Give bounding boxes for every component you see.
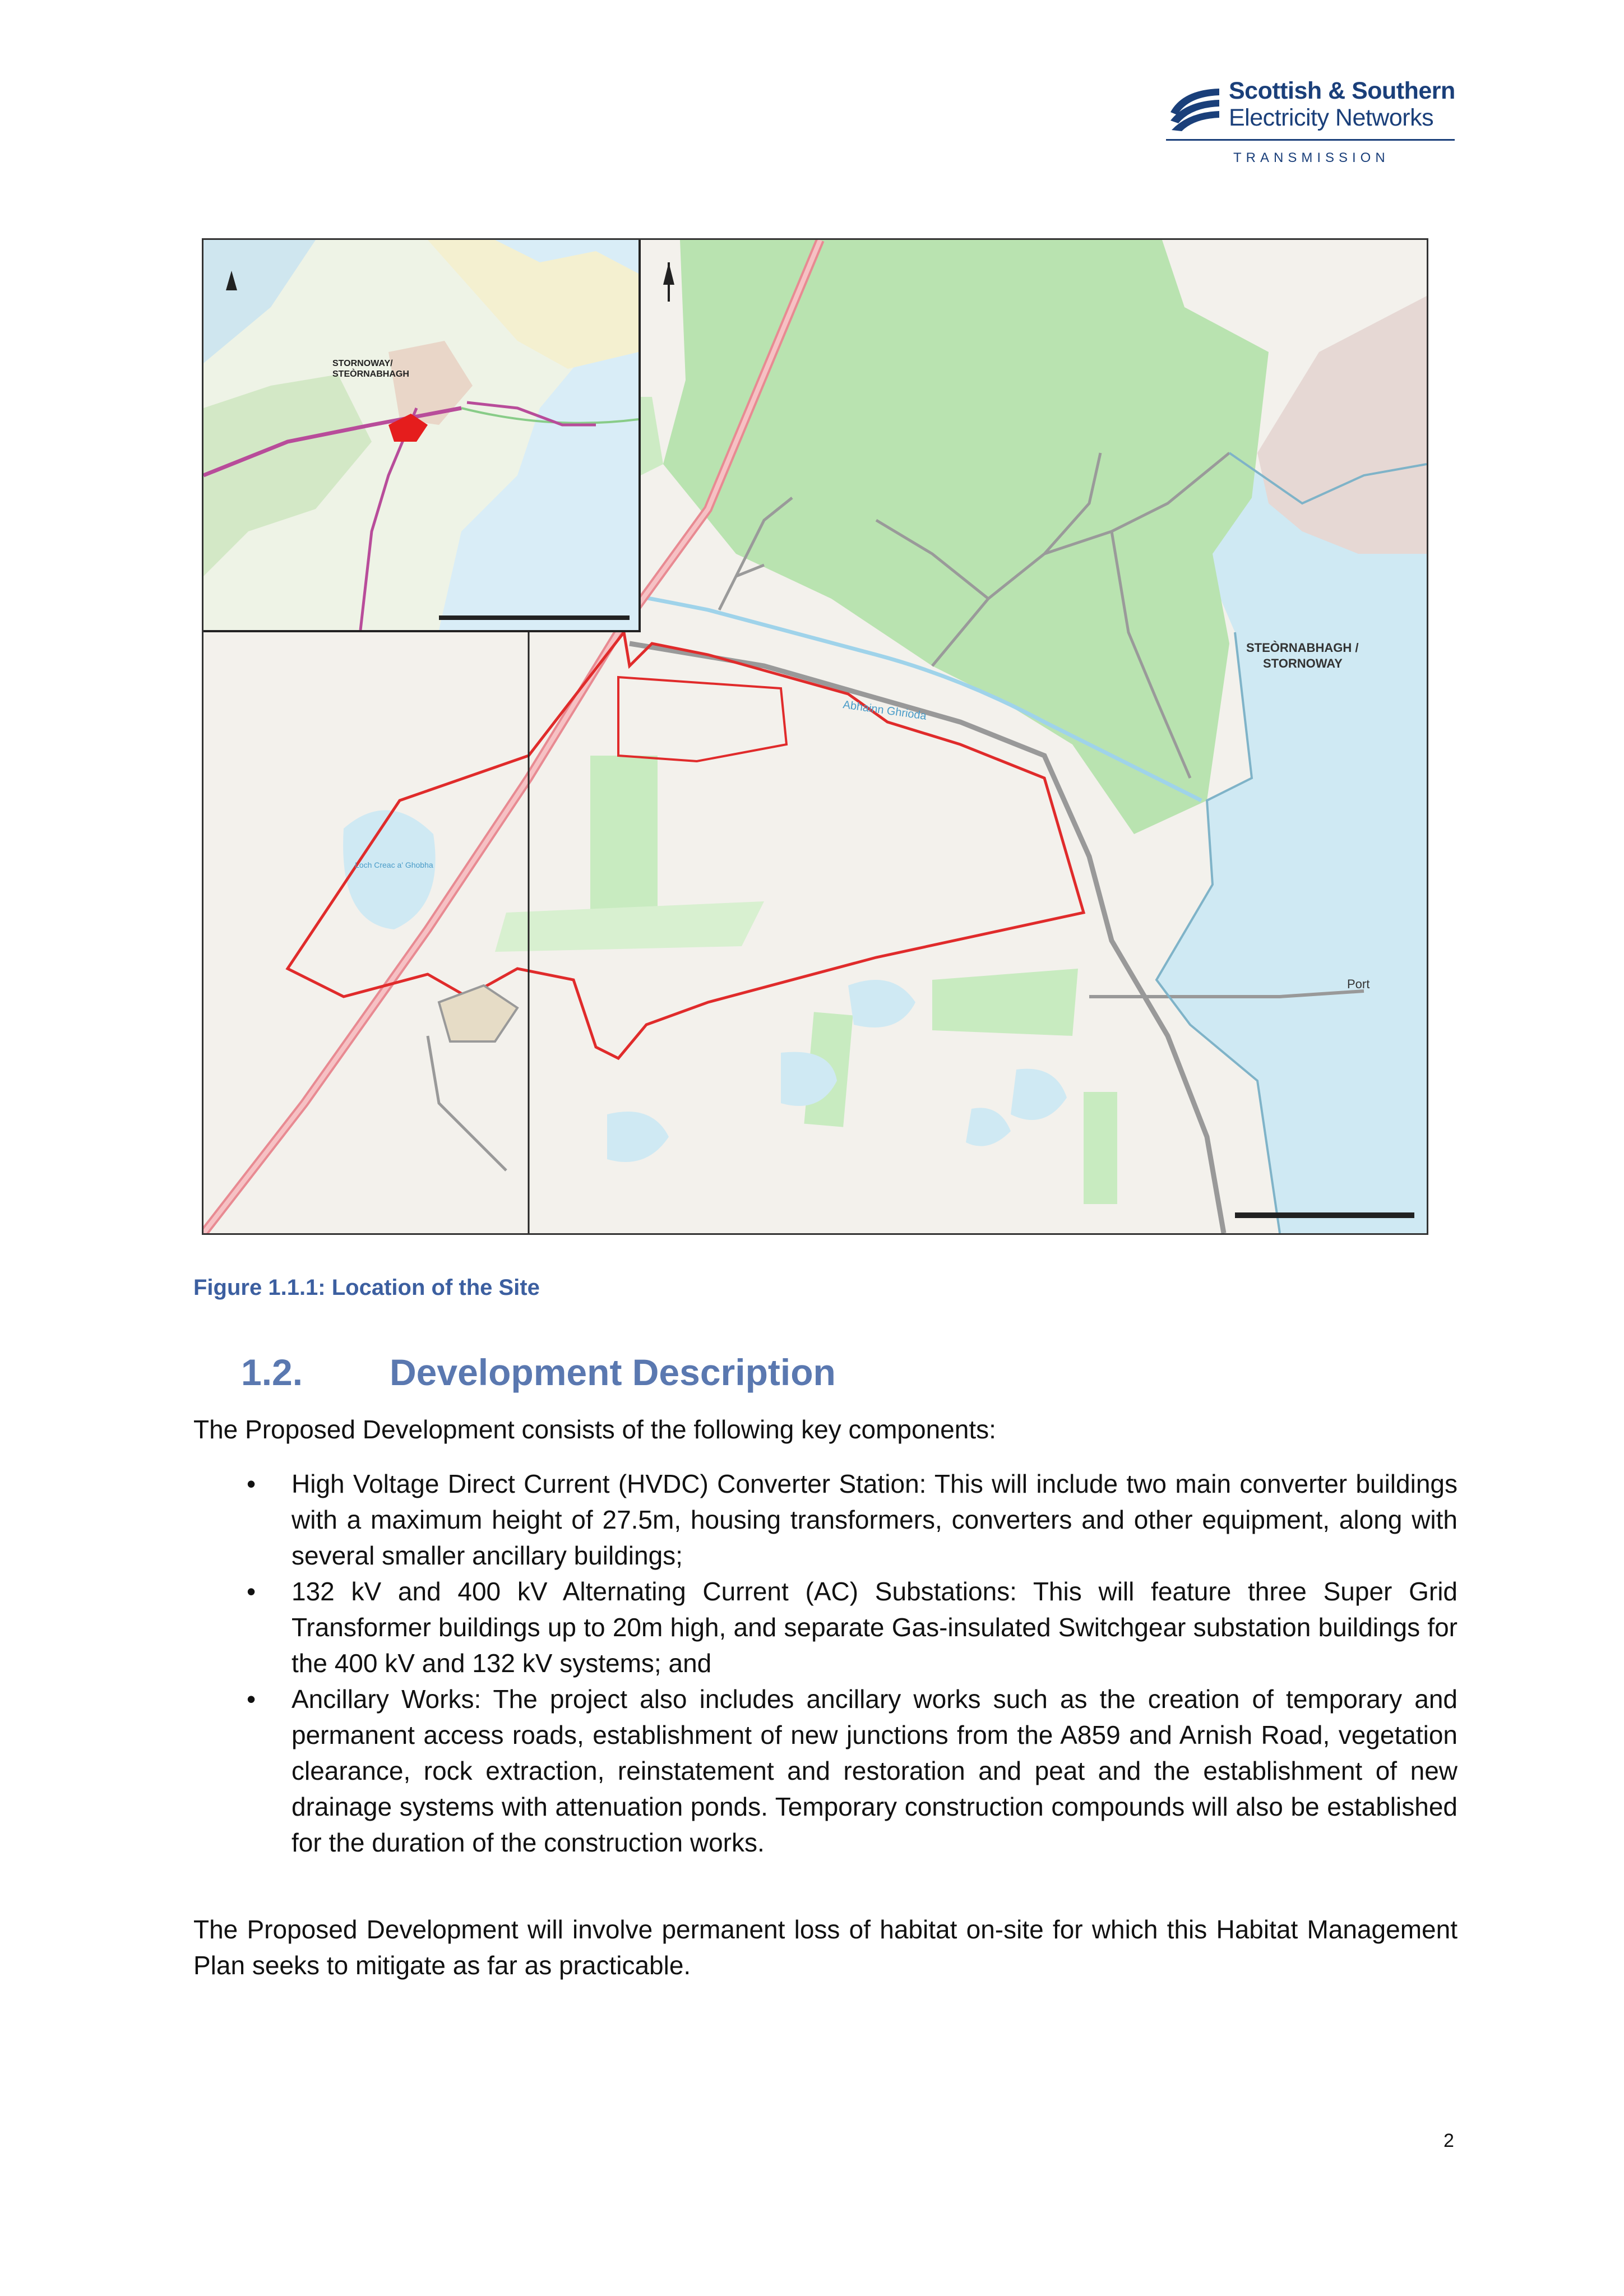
site-location-map — [202, 238, 1428, 1235]
map-label-town-2: STORNOWAY — [1263, 656, 1343, 670]
map-label-loch: Loch Creac a' Ghobha — [355, 860, 433, 869]
closing-paragraph: The Proposed Development will involve permanent loss of habitat on-site for which this Habitat Management Plan seeks to mitigate as far as practicable. — [193, 1915, 1458, 1980]
inset-label-town-2: STEÒRNABHAGH — [332, 369, 409, 379]
section-heading — [241, 1351, 836, 1394]
section-title: Development Description — [390, 1351, 836, 1393]
inset-map — [203, 240, 641, 632]
inset-map-graphic — [203, 240, 639, 630]
figure-caption: Figure 1.1.1: Location of the Site — [193, 1275, 540, 1300]
map-label-town: STEÒRNABHAGH / — [1246, 641, 1359, 655]
map-label-port: Port — [1347, 977, 1370, 991]
list-item: • Ancillary Works: The project also includes ancillary works such as the creation of temporary and permanent access roads, establishment of new junctions from the A859 and Arnish Road, vegetation clearance, rock extraction, reinstatement and restoration and peat and the establishment of new drainage systems with attenuation ponds. Temporary construction compounds will also be established for the duration of the construction works. — [193, 1681, 1458, 1860]
page-number: 2 — [1443, 2130, 1454, 2151]
intro-paragraph: The Proposed Development consists of the following key components: — [193, 1415, 996, 1444]
list-item: • 132 kV and 400 kV Alternating Current (AC) Substations: This will feature three Super Grid Transformer buildings up to 20m high, and separate Gas-insulated Switchgear substation buildings for the 400 kV and 132 kV systems; and — [193, 1573, 1458, 1681]
sse-logo — [1166, 73, 1458, 168]
inset-label-town: STORNOWAY/ — [332, 359, 393, 368]
list-item: • High Voltage Direct Current (HVDC) Converter Station: This will include two main converter buildings with a maximum height of 27.5m, housing transformers, converters and other equipment, along with several smaller ancillary buildings; — [193, 1466, 1458, 1573]
sse-logo-mark-icon — [1166, 78, 1222, 135]
map-label-river: Abhainn Ghrioda — [842, 698, 928, 723]
logo-line-3: TRANSMISSION — [1233, 150, 1390, 165]
logo-line-2: Electricity Networks — [1229, 104, 1434, 131]
logo-divider — [1166, 139, 1455, 141]
component-list — [193, 1466, 1458, 1860]
section-number: 1.2. — [241, 1351, 303, 1393]
logo-line-1: Scottish & Southern — [1229, 77, 1455, 104]
